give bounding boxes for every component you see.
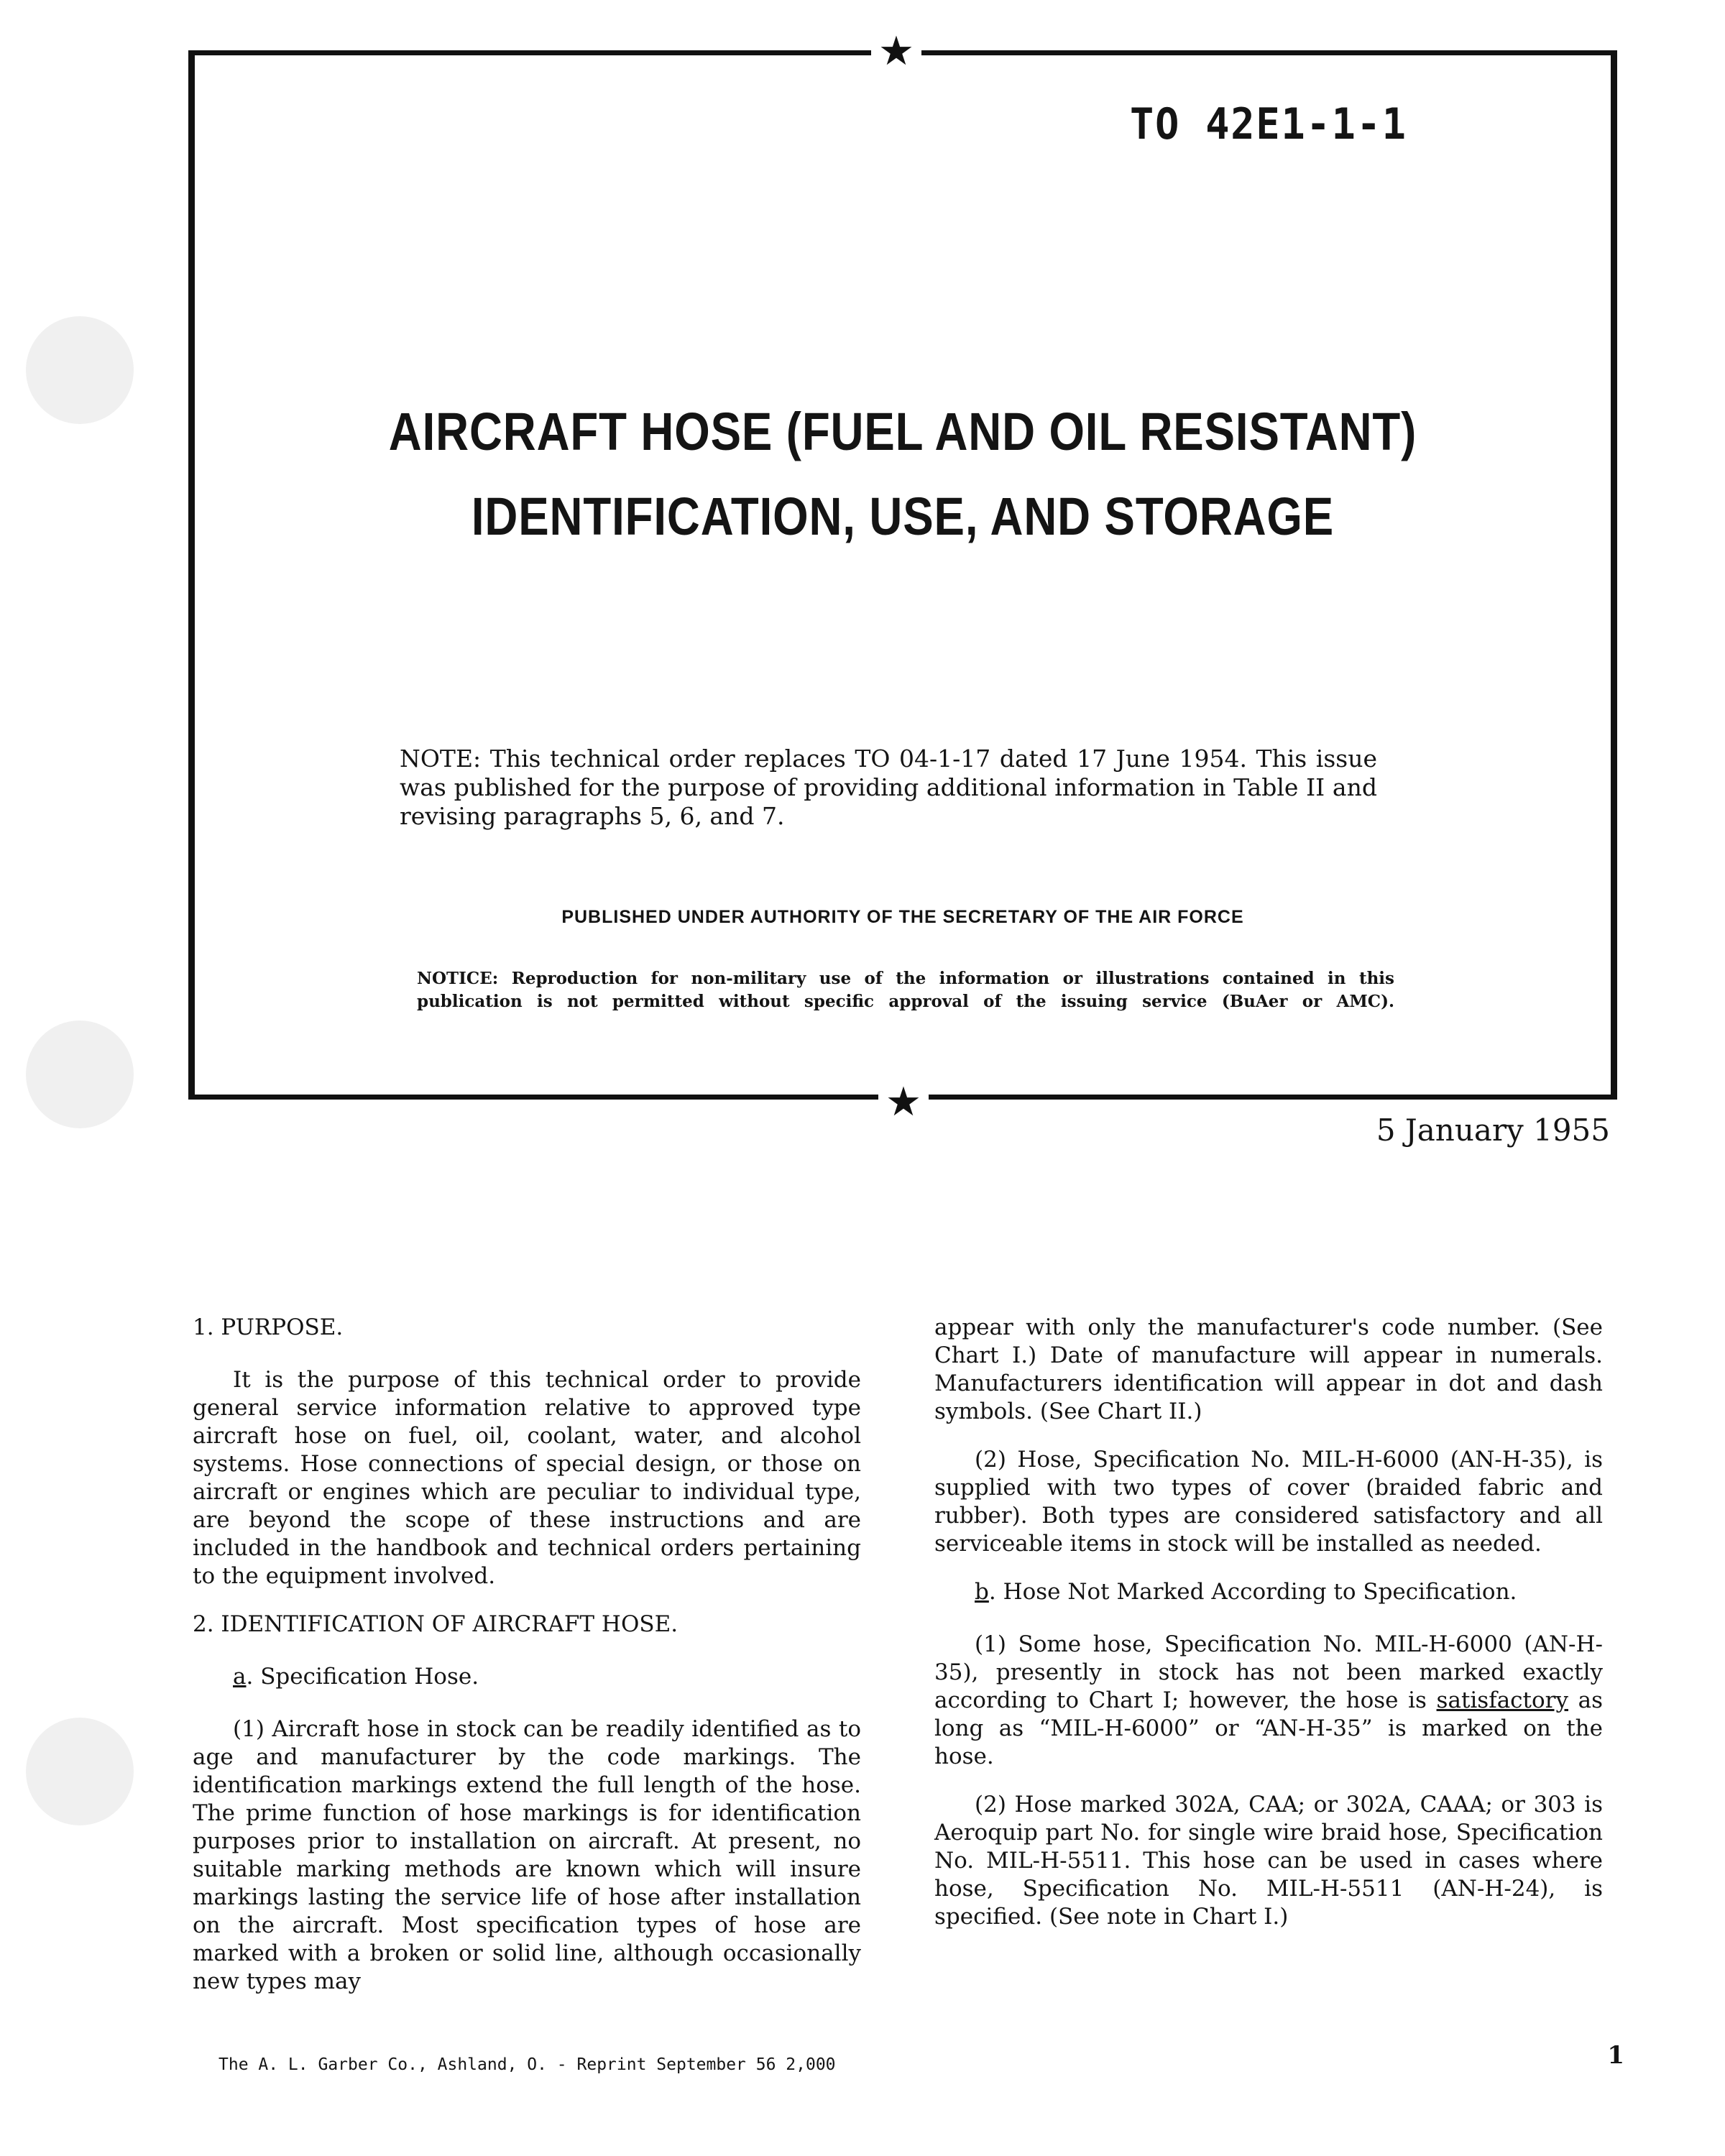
- subsection-letter-b: b: [975, 1579, 989, 1605]
- subsection-heading-b: [975, 1578, 1603, 1606]
- reproduction-notice-line-1: NOTICE: Reproduction for non-military use of the information or illustrations contained in this: [417, 969, 1394, 988]
- subsection-title-b: . Hose Not Marked According to Specification.: [988, 1579, 1517, 1605]
- punch-hole-top: [26, 316, 134, 424]
- unmarked-hose-text-start: (1) Some hose, Specification No. MIL-H-6000 (AN-H-35), presently in stock has not been marked exactly according to Chart I; however, the hose is: [934, 1631, 1603, 1713]
- section-heading-purpose: 1. PURPOSE.: [193, 1314, 344, 1340]
- specification-hose-paragraph-2: (2) Hose, Specification No. MIL-H-6000 (AN-H-35), is supplied with two types of cover (braided fabric and rubber). Both types are considered satisfactory and all serviceable items in stock will be installed as needed.: [934, 1447, 1603, 1557]
- unmarked-hose-paragraph-2: (2) Hose marked 302A, CAA; or 302A, CAAA; or 303 is Aeroquip part No. for single wire braid hose, Specification No. MIL-H-5511. This hose can be used in cases where hose, Specification No. MIL-H-5511 (AN-H-24), is specified. (See note in Chart I.): [934, 1792, 1603, 1930]
- replacement-note-text: NOTE: This technical order replaces TO 04-1-17 dated 17 June 1954. This issue was published for the purpose of providing additional information in Table II and revising paragraphs 5, 6, and 7.: [400, 745, 1377, 830]
- continued-paragraph: appear with only the manufacturer's code number. (See Chart I.) Date of manufacture will appear in numerals. Manufacturers identification will appear in dot and dash symbols. (See Chart II.): [934, 1314, 1603, 1424]
- subsection-heading-a: [233, 1663, 861, 1691]
- unmarked-hose-text-end: as long as “MIL-H-6000” or “AN-H-35” is marked on the hose.: [934, 1687, 1604, 1769]
- punch-hole-bottom: [26, 1718, 134, 1825]
- printer-credit: The A. L. Garber Co., Ashland, O. - Reprint September 56 2,000: [218, 2055, 836, 2074]
- section-heading-identification: 2. IDENTIFICATION OF AIRCRAFT HOSE.: [193, 1611, 678, 1637]
- unmarked-hose-paragraph-1: [934, 1631, 1603, 1771]
- right-column: [934, 1314, 1603, 1951]
- unmarked-hose-underlined-word: satisfactory: [1436, 1687, 1568, 1713]
- punch-hole-middle: [26, 1021, 134, 1128]
- subsection-title-a: . Specification Hose.: [246, 1664, 479, 1690]
- replacement-note: [400, 745, 1377, 831]
- star-icon-bottom: ★: [878, 1082, 929, 1123]
- reproduction-notice-line-2: publication is not permitted without specific approval of the issuing service (BuAer or AMC).: [417, 992, 1394, 1011]
- reproduction-notice: [417, 967, 1394, 1013]
- document-title-line-1: AIRCRAFT HOSE (FUEL AND OIL RESISTANT): [388, 402, 1417, 461]
- cover-frame: [188, 50, 1617, 1100]
- left-column: [193, 1314, 861, 2016]
- specification-hose-paragraph-1: (1) Aircraft hose in stock can be readily identified as to age and manufacturer by the code markings. The identification markings extend the full length of the hose. The prime function of hose markings is for identification purposes prior to installation on aircraft. At present, no suitable marking methods are known which will insure markings lasting the service life of hose after installation on the aircraft. Most specification types of hose are marked with a broken or solid line, although occasionally new types may: [193, 1716, 861, 1994]
- page-number: 1: [1607, 2041, 1624, 2070]
- subsection-letter-a: a: [233, 1664, 247, 1690]
- publication-date: 5 January 1955: [1376, 1112, 1610, 1148]
- publication-authority: PUBLISHED UNDER AUTHORITY OF THE SECRETARY OF THE AIR FORCE: [561, 907, 1244, 927]
- star-icon-top: ★: [871, 32, 921, 72]
- purpose-paragraph: It is the purpose of this technical order to provide general service information relative to approved type aircraft hose on fuel, oil, coolant, water, and alcohol systems. Hose connections of special design, or those on aircraft or engines which are peculiar to individual type, are beyond the scope of these instructions and are included in the handbook and technical orders pertaining to the equipment involved.: [193, 1367, 861, 1589]
- document-title-line-2: IDENTIFICATION, USE, AND STORAGE: [471, 487, 1335, 546]
- technical-order-number: TO 42E1-1-1: [1130, 99, 1407, 149]
